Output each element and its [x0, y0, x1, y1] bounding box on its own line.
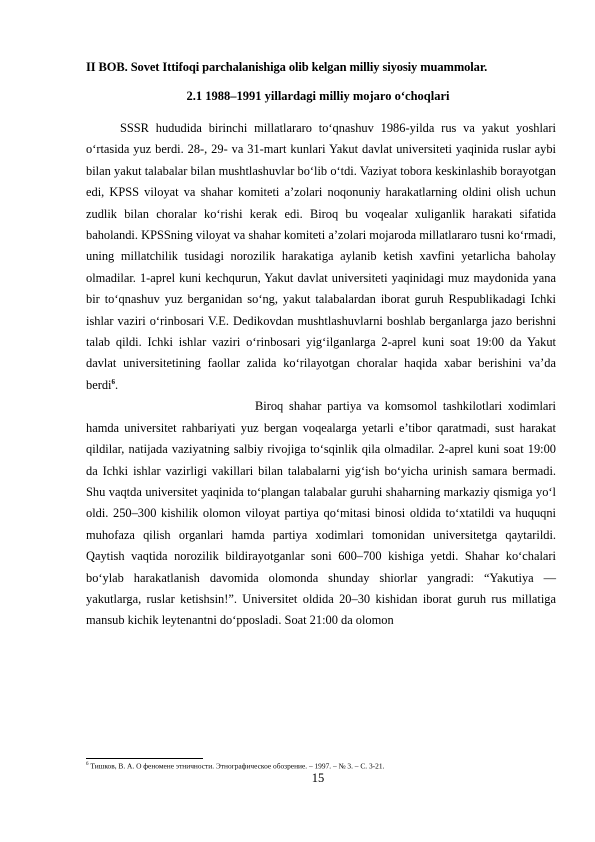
paragraph-1-text: SSSR hududida birinchi millatlararo to‘qnashuv 1986-yilda rus va yakut yoshlari o‘rtasida yuz berdi. 28-, 29- va 31-mart kunlari Yakut davlat universiteti yaqinida ruslar aybi bilan yakut talabalar bilan mushtlashuvlar bo‘lib o‘tdi. Vaziyat tobora keskinlashib borayotgan edi, KPSS viloyat va shahar komiteti a’zolari noqonuniy harakatlarning oldini olish uchun zudlik bilan choralar ko‘rishi kerak edi. Biroq bu voqealar xuliganlik harakati sifatida baholandi. KPSSning viloyat va shahar komiteti a’zolari mojaroda millatlararo tusni ko‘rmadi, uning millatchilik tusidagi norozilik harakatiga aylanib ketish xavfini yetarlicha baholay olmadilar. 1-aprel kuni kechqurun, Yakut davlat universiteti yaqinidagi muz maydonida yana bir to‘qnashuv yuz berganidan so‘ng, yakut talabalardan iborat guruh Respublikadagi Ichki ishlar vaziri o‘rinbosari V.E. Dedikovdan mushtlashuvlarni boshlab berganlarga jazo berishni talab qildi. Ichki ishlar vaziri o‘rinbosari yig‘ilganlarga 2-aprel kuni soat 19:00 da Yakut davlat universitetining faollar zalida ko‘rilayotgan choralar haqida xabar berishini va’da berdi [86, 121, 556, 392]
footnote [86, 760, 556, 771]
paragraph-1-end: . [114, 377, 119, 392]
footnote-divider [86, 758, 203, 759]
page-number: 15 [311, 771, 325, 785]
body-text [86, 118, 556, 632]
paragraph-1 [86, 118, 556, 396]
footnote-marker: 6 [86, 762, 89, 767]
footnote-reference[interactable]: 6 [111, 377, 115, 386]
section-title: 2.1 1988–1991 yillardagi milliy mojaro o‘choqlari [186, 89, 450, 103]
footnote-text: Тишков, В. А. О феномене этничности. Этнографическое обозрение. – 1997. – № 3. – С. 3-21. [90, 761, 385, 771]
chapter-title: II BOB. Sovet Ittifoqi parchalanishiga olib kelgan milliy siyosiy muammolar. [86, 60, 488, 74]
paragraph-2: Biroq shahar partiya va komsomol tashkilotlari xodimlari hamda universitet rahbariyati yuz bergan voqealarga yetarli e’tibor qaratmadi, sust harakat qildilar, natijada vaziyatning salbiy rivojiga to‘sqinlik qila olmadilar. 2-aprel kuni soat 19:00 da Ichki ishlar vazirligi vakillari bilan talabalarni yig‘ish bo‘yicha urinish samara bermadi. Shu vaqtda universitet yaqinida to‘plangan talabalar guruhi shaharning markaziy qismiga yo‘l oldi. 250–300 kishilik olomon viloyat partiya qo‘mitasi binosi oldida to‘xtatildi va huquqni muhofaza qilish organlari hamda partiya xodimlari tomonidan universitetga qaytarildi. Qaytish vaqtida norozilik bildirayotganlar soni 600–700 kishiga yetdi. Shahar ko‘chalari bo‘ylab harakatlanish davomida olomonda shunday shiorlar yangradi: “Yakutiya — yakutlarga, ruslar ketishsin!”. Universitet oldida 20–30 kishidan iborat guruh rus millatiga mansub kichik leytenantni do‘pposladi. Soat 21:00 da olomon [86, 399, 556, 628]
